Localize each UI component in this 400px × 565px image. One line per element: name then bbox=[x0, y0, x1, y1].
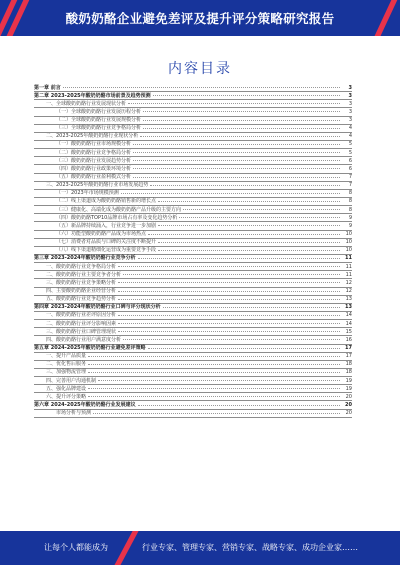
toc-entry-label: （二）全球酸奶奶酪行业发展规模分析 bbox=[56, 117, 142, 124]
toc-entry-page: 20 bbox=[345, 410, 352, 417]
toc-entry-label: 四、完善用户沟通机制 bbox=[46, 377, 97, 384]
toc-leader-dots bbox=[133, 152, 340, 153]
toc-leader-dots bbox=[88, 388, 340, 389]
toc-entry-page: 7 bbox=[348, 174, 352, 181]
toc-leader-dots bbox=[88, 396, 340, 397]
toc-entry-page: 20 bbox=[345, 393, 352, 400]
toc-leader-dots bbox=[148, 234, 340, 235]
toc-entry-label: 市场分析与预测 bbox=[56, 410, 92, 417]
report-footer bbox=[0, 531, 400, 565]
toc-entry-label: （八）线下渠道精细化运营成为重要竞争手段 bbox=[56, 247, 157, 254]
toc-entry-label: 三、酸奶奶酪行业口碑管理现状 bbox=[46, 328, 117, 335]
toc-leader-dots bbox=[88, 364, 340, 365]
toc-leader-dots bbox=[123, 274, 340, 275]
toc-entry-page: 9 bbox=[348, 214, 352, 221]
toc-entry-page: 3 bbox=[348, 92, 352, 99]
toc-entry-label: 一、全球酸奶奶酪行业发展现状分析 bbox=[46, 100, 127, 107]
toc-entry-label: （一）2023年市场规模预测 bbox=[56, 190, 119, 197]
toc-leader-dots bbox=[158, 242, 340, 243]
toc-leader-dots bbox=[158, 201, 340, 202]
toc-leader-dots bbox=[118, 315, 340, 316]
toc-leader-dots bbox=[93, 413, 340, 414]
toc-entry-page: 6 bbox=[348, 157, 352, 164]
toc-entry-label: 一、提升产品质量 bbox=[46, 353, 87, 360]
toc-entry-page: 11 bbox=[345, 255, 352, 262]
toc-entry-label: 第四章 2023-2024年酸奶奶酪行业口碑与评分现状分析 bbox=[34, 304, 161, 311]
toc-leader-dots bbox=[63, 87, 340, 88]
toc-entry-label: （三）酸奶奶酪行业发展趋势分析 bbox=[56, 157, 132, 164]
toc-leader-dots bbox=[88, 372, 340, 373]
toc-entry[interactable] bbox=[34, 410, 352, 418]
toc-entry-label: 第六章 2024-2025年酸奶奶酪行业发展建议 bbox=[34, 401, 136, 408]
toc-leader-dots bbox=[98, 380, 340, 381]
toc-leader-dots bbox=[133, 177, 340, 178]
toc-entry-label: 二、优化售后服务 bbox=[46, 361, 87, 368]
toc-leader-dots bbox=[121, 193, 340, 194]
toc-entry-page: 10 bbox=[345, 239, 352, 246]
toc-entry-label: 三、酸奶奶酪行业竞争策略分析 bbox=[46, 279, 117, 286]
toc-entry-label: （五）新品牌持续涌入，行业竞争进一步加剧 bbox=[56, 222, 157, 229]
footer-accent-stripe bbox=[110, 531, 142, 565]
toc-entry-page: 5 bbox=[348, 149, 352, 156]
toc-entry-label: 一、酸奶奶酪行业竞争格局分析 bbox=[46, 263, 117, 270]
report-header bbox=[0, 0, 400, 36]
toc-entry-page: 3 bbox=[348, 84, 352, 91]
toc-entry-label: 第一章 前言 bbox=[34, 84, 61, 91]
toc-entry-page: 8 bbox=[348, 206, 352, 213]
footer-slogan-right: 行业专家、管理专家、营销专家、战略专家、成功企业家…… bbox=[142, 543, 358, 552]
toc-leader-dots bbox=[133, 144, 340, 145]
toc-entry-page: 19 bbox=[345, 385, 352, 392]
toc-entry-label: 六、提升评分策略 bbox=[46, 393, 87, 400]
toc-entry-page: 13 bbox=[345, 296, 352, 303]
toc-entry-page: 16 bbox=[345, 336, 352, 343]
toc-entry-label: （四）酸奶奶酪TOP10品牌市场占有率及变化趋势分析 bbox=[56, 214, 178, 221]
toc-entry-label: 第三章 2023-2024年酸奶奶酪行业竞争分析 bbox=[34, 255, 136, 262]
toc-leader-dots bbox=[118, 299, 340, 300]
toc-entry-label: 三、2023-2025年酸奶奶酪行业市场发展趋势 bbox=[46, 182, 149, 189]
toc-leader-dots bbox=[150, 185, 340, 186]
toc-leader-dots bbox=[118, 266, 340, 267]
toc-entry-label: （五）酸奶奶酪行业盈利模式分析 bbox=[56, 174, 132, 181]
toc-leader-dots bbox=[118, 323, 340, 324]
toc-entry-label: （二）酸奶奶酪行业竞争格局分析 bbox=[56, 149, 132, 156]
toc-entry-label: （四）酸奶奶酪行业政策环境分析 bbox=[56, 165, 132, 172]
toc-leader-dots bbox=[153, 95, 340, 96]
toc-entry-page: 12 bbox=[345, 288, 352, 295]
toc-entry-page: 9 bbox=[348, 222, 352, 229]
toc-entry-page: 18 bbox=[345, 361, 352, 368]
toc-entry-label: 五、强化品牌建设 bbox=[46, 385, 87, 392]
toc-entry-label: 四、酸奶奶酪行业用户满意度分析 bbox=[46, 336, 122, 343]
toc-leader-dots bbox=[148, 348, 340, 349]
toc-entry-label: 三、加强物流管理 bbox=[46, 369, 87, 376]
toc-leader-dots bbox=[163, 307, 340, 308]
toc-entry-page: 8 bbox=[348, 190, 352, 197]
toc-leader-dots bbox=[118, 282, 340, 283]
toc-entry-page: 4 bbox=[348, 125, 352, 132]
toc-leader-dots bbox=[128, 103, 340, 104]
toc-entry-page: 6 bbox=[348, 165, 352, 172]
toc-entry-page: 3 bbox=[348, 117, 352, 124]
toc-entry-label: 一、酸奶奶酪行业差评原因分析 bbox=[46, 312, 117, 319]
toc-entry-page: 18 bbox=[345, 369, 352, 376]
toc-leader-dots bbox=[143, 111, 340, 112]
toc-entry-page: 7 bbox=[348, 182, 352, 189]
toc-entry-label: （三）全球酸奶奶酪行业竞争格局分析 bbox=[56, 125, 142, 132]
table-of-contents bbox=[34, 84, 352, 418]
toc-entry-label: 二、2023-2025年酸奶奶酪行业现状分析 bbox=[46, 133, 139, 140]
toc-entry-page: 8 bbox=[348, 198, 352, 205]
toc-entry-label: 二、酸奶奶酪行业评分影响因素 bbox=[46, 320, 117, 327]
toc-entry-page: 11 bbox=[345, 263, 352, 270]
toc-entry-label: 二、酸奶奶酪行业主要竞争者分析 bbox=[46, 271, 122, 278]
toc-entry-page: 3 bbox=[348, 108, 352, 115]
toc-leader-dots bbox=[140, 136, 340, 137]
toc-entry-label: （一）酸奶奶酪行业市场规模分析 bbox=[56, 141, 132, 148]
toc-entry-page: 3 bbox=[348, 100, 352, 107]
toc-entry-page: 11 bbox=[345, 271, 352, 278]
toc-leader-dots bbox=[158, 250, 340, 251]
toc-entry-label: （六）功能型酸奶奶酪产品成为市场热点 bbox=[56, 231, 147, 238]
toc-entry-page: 5 bbox=[348, 141, 352, 148]
toc-entry-label: 五、酸奶奶酪行业竞争趋势分析 bbox=[46, 296, 117, 303]
toc-entry-page: 10 bbox=[345, 247, 352, 254]
toc-entry-page: 17 bbox=[345, 345, 352, 351]
toc-entry-page: 20 bbox=[345, 401, 352, 408]
toc-entry-label: （二）线上渠道成为酸奶奶酪销售新的增长点 bbox=[56, 198, 157, 205]
toc-leader-dots bbox=[179, 217, 340, 218]
toc-leader-dots bbox=[133, 168, 340, 169]
toc-entry-page: 17 bbox=[345, 353, 352, 360]
toc-entry-label: （一）全球酸奶奶酪行业发展历程分析 bbox=[56, 108, 142, 115]
toc-entry-page: 14 bbox=[345, 320, 352, 327]
toc-leader-dots bbox=[118, 291, 340, 292]
report-title: 酸奶奶酪企业避免差评及提升评分策略研究报告 bbox=[65, 11, 335, 26]
footer-slogan-left: 让每个人都能成为 bbox=[44, 543, 108, 552]
toc-entry-label: 四、主要酸奶奶酪企业经营分析 bbox=[46, 288, 117, 295]
toc-leader-dots bbox=[138, 405, 340, 406]
toc-leader-dots bbox=[133, 160, 340, 161]
toc-leader-dots bbox=[143, 120, 340, 121]
toc-leader-dots bbox=[118, 331, 340, 332]
toc-title: 内容目录 bbox=[168, 61, 232, 77]
toc-leader-dots bbox=[183, 209, 340, 210]
toc-leader-dots bbox=[143, 128, 340, 129]
toc-entry-page: 13 bbox=[345, 304, 352, 311]
toc-leader-dots bbox=[158, 225, 340, 226]
toc-entry-page: 10 bbox=[345, 231, 352, 238]
toc-entry-page: 19 bbox=[345, 377, 352, 384]
toc-leader-dots bbox=[138, 258, 340, 259]
toc-leader-dots bbox=[123, 339, 340, 340]
toc-entry-page: 4 bbox=[348, 133, 352, 140]
toc-entry-page: 15 bbox=[345, 328, 352, 335]
toc-entry-label: （三）健康化、高端化成为酸奶奶酪产品升级的主要方向 bbox=[56, 206, 182, 213]
toc-leader-dots bbox=[88, 356, 340, 357]
toc-entry-page: 12 bbox=[345, 279, 352, 286]
toc-entry-label: 第二章 2023-2025年酸奶奶酪市场前景及趋势预测 bbox=[34, 92, 151, 99]
toc-entry-label: （七）消费者对品质与口碑的关注度不断提升 bbox=[56, 239, 157, 246]
toc-entry-page: 14 bbox=[345, 312, 352, 319]
toc-entry-label: 第五章 2024-2025年酸奶奶酪行业避免差评策略 bbox=[34, 345, 146, 351]
